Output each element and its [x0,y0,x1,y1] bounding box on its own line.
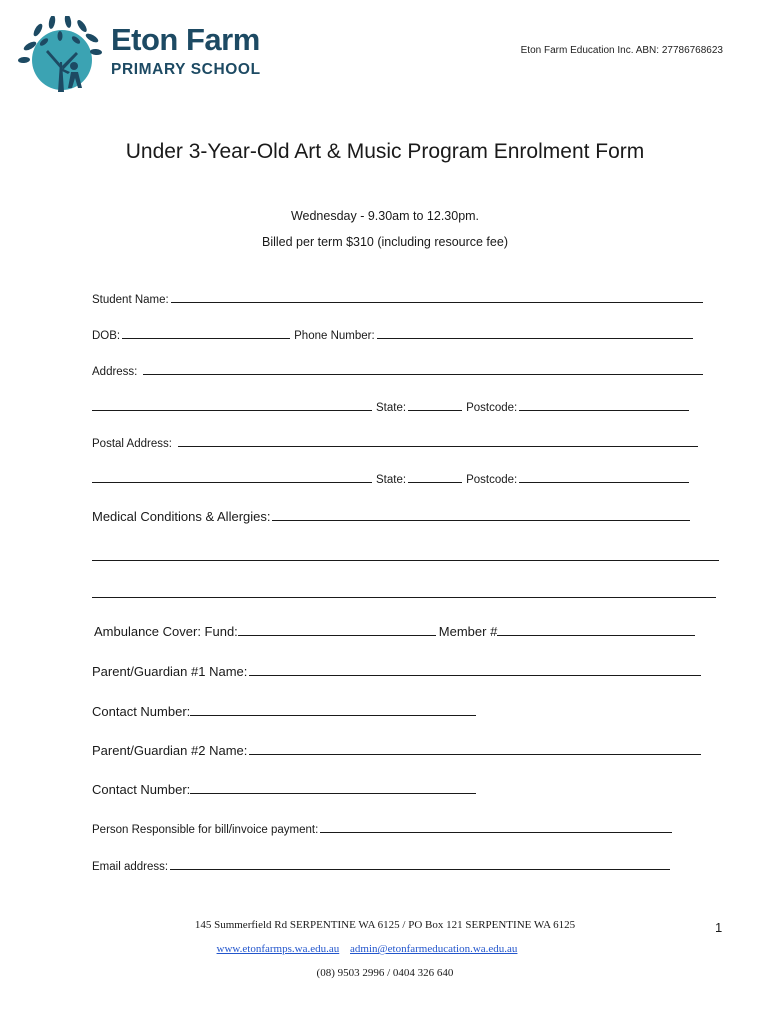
address-label: Address: [92,366,138,378]
form-title: Under 3-Year-Old Art & Music Program Enrolment Form [125,140,645,163]
contact2-field[interactable] [190,781,476,794]
dob-label: DOB: [92,330,121,342]
phone-field[interactable] [377,326,693,339]
address-field[interactable] [143,362,703,375]
email-row [92,857,674,874]
contact2-label: Contact Number: [92,782,191,797]
tree-logo-icon [16,16,104,94]
medical-line-2[interactable] [92,560,719,561]
postal-line2-field[interactable] [92,470,372,483]
email-label: Email address: [92,861,169,873]
footer-phone: (08) 9503 2996 / 0404 326 640 [316,967,454,979]
parent2-name-field[interactable] [249,742,701,755]
billing-text: Billed per term $310 (including resource fee) [262,235,508,249]
postal-postcode-field[interactable] [519,470,689,483]
billing-person-row [92,820,676,837]
address-line2-row [92,398,693,415]
contact1-row [92,703,480,719]
ambulance-row [94,623,699,639]
address-row [92,362,707,379]
postal-state-field[interactable] [408,470,462,483]
footer-links [0,943,734,955]
parent1-label: Parent/Guardian #1 Name: [92,664,248,679]
medical-row [92,508,694,524]
footer-address: 145 Summerfield Rd SERPENTINE WA 6125 / PO Box 121 SERPENTINE WA 6125 [194,919,576,931]
school-logo [16,16,266,94]
postcode-field[interactable] [519,398,689,411]
medical-label: Medical Conditions & Allergies: [92,509,271,524]
program-info [0,203,770,255]
phone-label: Phone Number: [294,330,375,342]
website-link[interactable]: www.etonfarmps.wa.edu.au [216,943,340,955]
contact1-field[interactable] [190,703,476,716]
parent1-row [92,663,705,679]
postal-address-field[interactable] [178,434,698,447]
state-label: State: [376,402,407,414]
dob-field[interactable] [122,326,290,339]
parent2-label: Parent/Guardian #2 Name: [92,743,248,758]
postal-address-row [92,434,702,451]
postal-postcode-label: Postcode: [466,474,518,486]
ambulance-fund-label: Ambulance Cover: Fund: [94,624,238,639]
medical-field[interactable] [272,508,690,521]
ambulance-fund-field[interactable] [238,623,436,636]
contact1-label: Contact Number: [92,704,191,719]
member-number-field[interactable] [497,623,695,636]
medical-line-3[interactable] [92,597,716,598]
email-link[interactable]: admin@etonfarmeducation.wa.edu.au [350,943,518,955]
postal-state-label: State: [376,474,407,486]
dob-phone-row [92,326,697,343]
postcode-label: Postcode: [466,402,518,414]
billing-person-field[interactable] [320,820,672,833]
billing-person-label: Person Responsible for bill/invoice payment: [92,824,319,836]
member-label: Member # [438,624,498,639]
school-name: Eton Farm [111,22,260,57]
student-name-label: Student Name: [92,294,169,306]
postal-line2-row [92,470,693,487]
organisation-info: Eton Farm Education Inc. ABN: 27786768623 [520,45,723,56]
state-field[interactable] [408,398,462,411]
student-name-field[interactable] [171,290,703,303]
page-number: 1 [715,920,723,935]
parent2-row [92,742,705,758]
parent1-name-field[interactable] [249,663,701,676]
schedule-text: Wednesday - 9.30am to 12.30pm. [290,209,480,223]
contact2-row [92,781,480,797]
school-subtitle: PRIMARY SCHOOL [111,61,261,78]
student-name-row [92,290,707,307]
postal-address-label: Postal Address: [92,438,172,450]
address-line2-field[interactable] [92,398,372,411]
email-field[interactable] [170,857,670,870]
